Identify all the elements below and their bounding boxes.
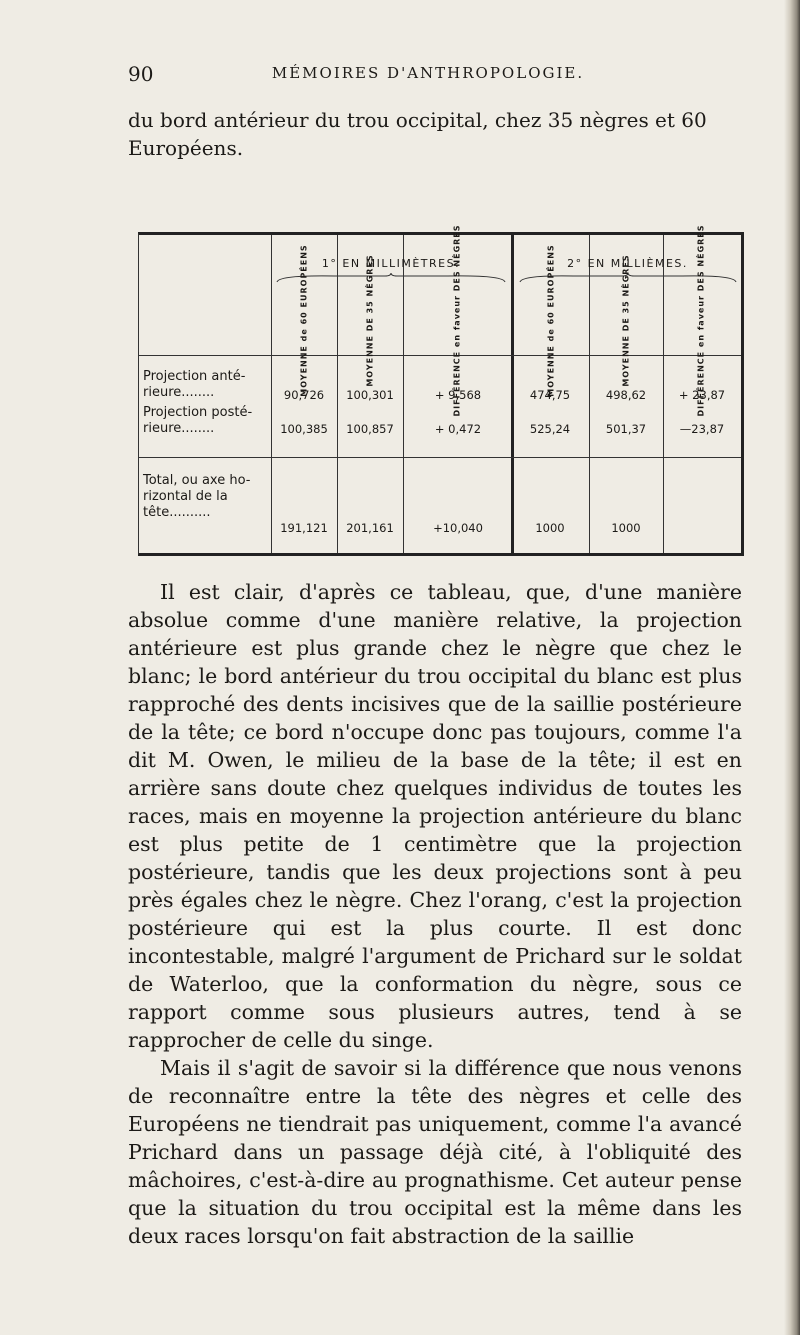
table-cell: 100,857 xyxy=(346,422,394,436)
table-cell: 191,121 xyxy=(280,521,328,535)
table-cell: 1000 xyxy=(611,521,641,535)
group-header-millimetres: 1° EN MILLIMÈTRES. xyxy=(321,257,461,270)
table-cell: 498,62 xyxy=(605,388,647,402)
table-cell: 100,301 xyxy=(346,388,394,402)
page-header xyxy=(128,62,728,92)
table-cell: 1000 xyxy=(535,521,565,535)
table-cell: +10,040 xyxy=(433,521,483,535)
column-header: MOYENNE de 60 EUROPÉENS xyxy=(299,243,309,397)
table-cell: 90,726 xyxy=(283,388,325,402)
table-cell: 474,75 xyxy=(529,388,571,402)
paragraph: Mais il s'agit de savoir si la différence que nous venons de reconnaître entre la tête des nègres et celle des Européens ne tiendrait pas uniquement, comme l'a avancé Prichard dans un passage déjà cité, à l'obliquité des mâchoires, c'est-à-dire au prognathisme. Cet auteur pense que la situation du trou occipital est la même dans les deux races lorsqu'on fait abstraction de la saillie xyxy=(128,1056,742,1248)
body-text xyxy=(128,578,742,1250)
table-cell: 501,37 xyxy=(605,422,647,436)
table-divider xyxy=(511,235,514,553)
row-label-posterior: Projection posté-rieure........ xyxy=(143,405,253,436)
column-header: MOYENNE DE 35 NÈGRES xyxy=(621,253,631,387)
page-edge-shadow xyxy=(784,0,800,1335)
row-label-anterior: Projection anté-rieure........ xyxy=(143,369,246,400)
column-header: DIFFÉRENCE en faveur DES NÈGRES xyxy=(452,223,462,417)
table-row-rule xyxy=(139,457,741,458)
row-label-total: Total, ou axe ho-rizontal de la tête.......... xyxy=(143,473,251,520)
measurement-table xyxy=(138,223,744,556)
group-brace xyxy=(275,273,507,283)
table-cell: —23,87 xyxy=(679,422,725,436)
table-cell: + 0,472 xyxy=(434,422,482,436)
table-cell: 201,161 xyxy=(346,521,394,535)
page-number: 90 xyxy=(128,62,154,86)
column-header: DIFFÉRENCE en faveur DES NÈGRES xyxy=(696,223,706,417)
column-header: MOYENNE DE 35 NÈGRES xyxy=(365,253,375,387)
paragraph: Il est clair, d'après ce tableau, que, d'une manière absolue comme d'une manière relative, la projection antérieure est plus grande chez le nègre que chez le blanc; le bord antérieur du trou occipital du blanc est plus rapproché des dents incisives que de la saillie postérieure de la tête; ce bord n'occupe donc pas toujours, comme l'a dit M. Owen, le milieu de la base de la tête; il est en arrière sans doute chez quelques individus de toutes les races, mais en moyenne la projection antérieure du blanc est plus petite de 1 centimètre que la projection postérieure, tandis que les deux projections sont à peu près égales chez le nègre. Chez l'orang, c'est la projection postérieure qui est la plus courte. Il est donc incontestable, malgré l'argument de Prichard sur le soldat de Waterloo, que la conformation du nègre, sous ce rapport comme sous plusieurs autres, tend à se rapprocher de celle du singe. xyxy=(128,580,742,1052)
table-cell: 525,24 xyxy=(529,422,571,436)
group-header-milliemes: 2° EN MILLIÈMES. xyxy=(567,257,688,270)
table-cell: + 9,568 xyxy=(434,388,482,402)
column-header: MOYENNE de 60 EUROPÉENS xyxy=(546,243,556,397)
running-title: MÉMOIRES D'ANTHROPOLOGIE. xyxy=(271,64,585,82)
table-header-rule xyxy=(139,355,741,356)
table-cell: 100,385 xyxy=(280,422,328,436)
intro-text: du bord antérieur du trou occipital, chez 35 nègres et 60 Européens. xyxy=(128,108,707,160)
table-cell: + 23,87 xyxy=(678,388,726,402)
